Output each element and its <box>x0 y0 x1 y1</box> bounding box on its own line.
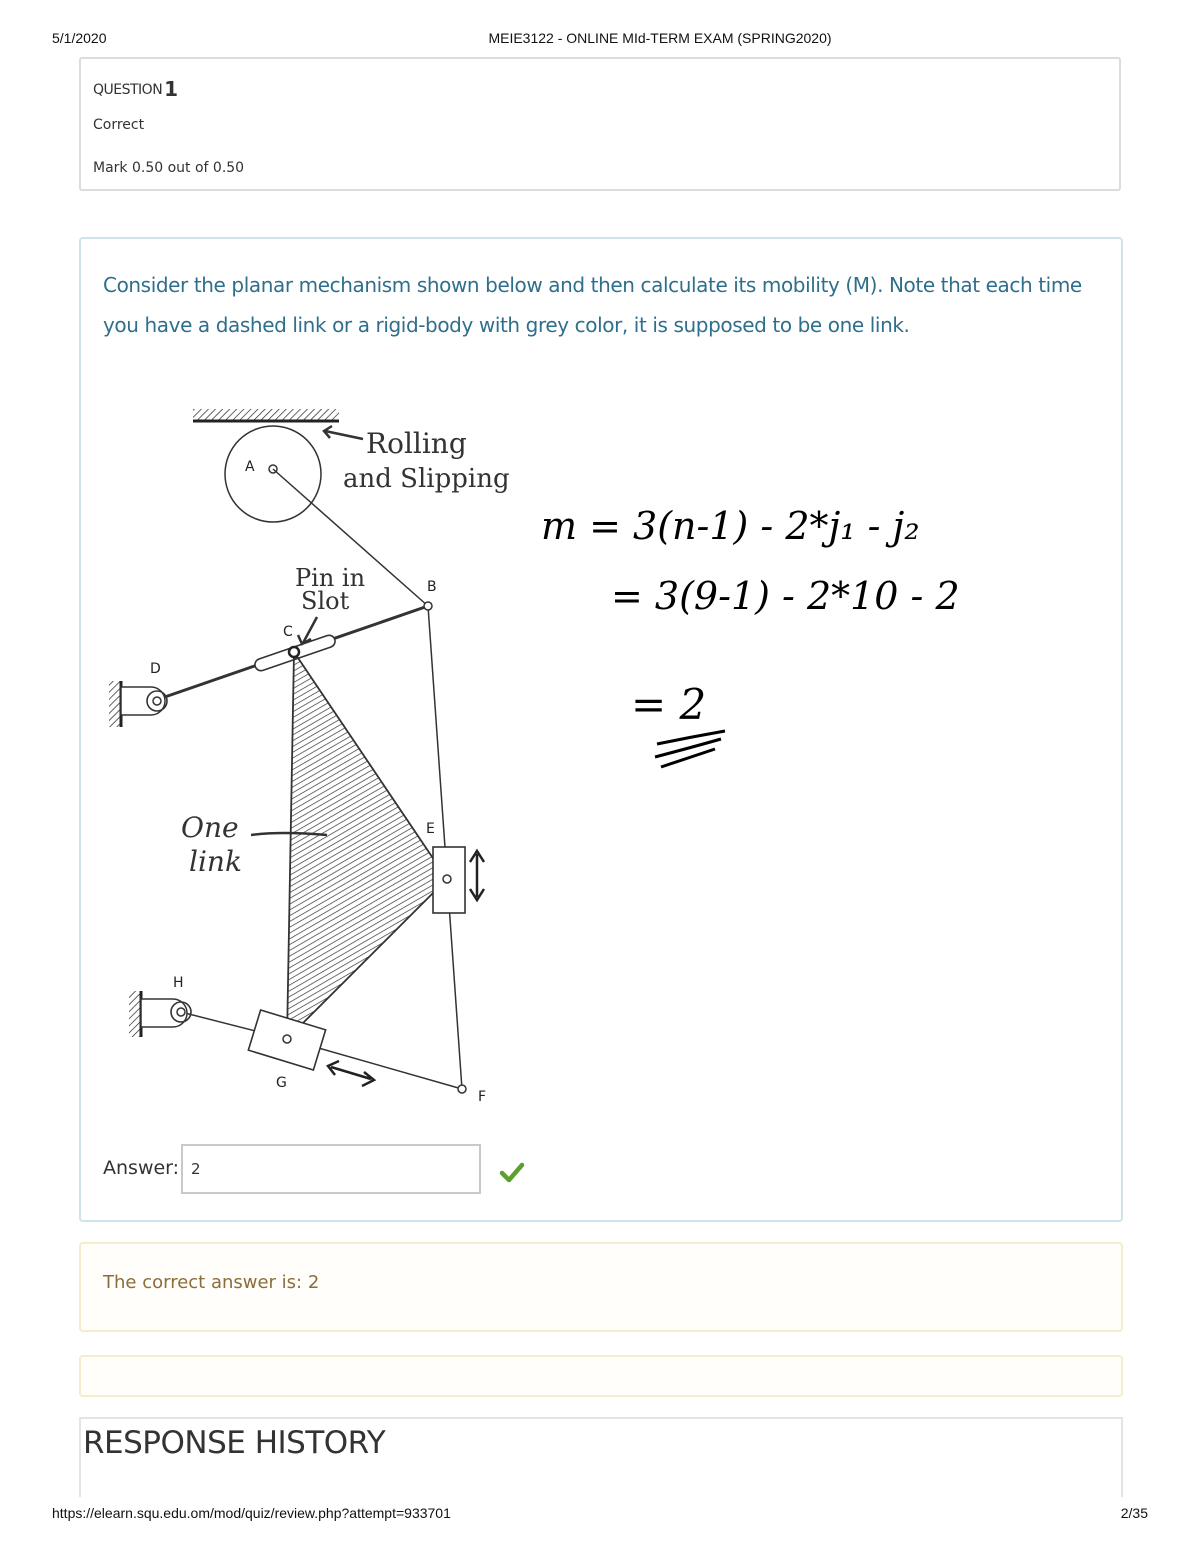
question-info-box <box>79 57 1121 191</box>
question-label: QUESTION <box>93 82 163 98</box>
joint-d <box>153 697 161 705</box>
pin-label-2: Slot <box>301 587 350 615</box>
ground-hatch-d <box>109 681 121 727</box>
label-g: G <box>276 1075 287 1091</box>
question-text: Consider the planar mechanism shown below and then calculate its mobility (M). Note that each time you have a dashed link or a rigid-body with grey color, it is supposed to be one link. <box>103 273 1082 337</box>
answer-input[interactable]: 2 <box>181 1144 481 1194</box>
check-icon <box>499 1161 525 1183</box>
question-grade: Mark 0.50 out of 0.50 <box>93 160 245 176</box>
answer-label: Answer: <box>103 1157 180 1179</box>
joint-c <box>289 647 299 657</box>
wheel-a <box>225 426 321 522</box>
ground-hatch-h <box>129 991 141 1037</box>
print-header <box>0 30 1200 50</box>
response-history-box <box>79 1417 1123 1497</box>
mechanism-diagram <box>81 239 1125 1139</box>
print-footer <box>0 1505 1200 1525</box>
arrow-g <box>328 1061 374 1086</box>
question-number <box>93 77 178 101</box>
general-feedback-box <box>79 1355 1123 1397</box>
label-c: C <box>283 624 293 640</box>
ground-hatch-top <box>193 409 339 421</box>
response-history-title: RESPONSE HISTORY <box>83 1425 386 1461</box>
joint-b <box>424 602 432 610</box>
triangle-link <box>287 652 447 1039</box>
joint-g <box>283 1035 291 1043</box>
label-h: H <box>173 975 184 991</box>
one-link-pointer <box>251 833 327 835</box>
solution-line-1: m = 3(n-1) - 2*j₁ - j₂ <box>541 504 920 548</box>
print-url: https://elearn.squ.edu.om/mod/quiz/review.php?attempt=933701 <box>52 1505 451 1521</box>
question-state: Correct <box>93 117 145 133</box>
feedback-box <box>79 1242 1123 1332</box>
pin-label-1: Pin in <box>295 564 366 592</box>
double-underline <box>655 731 725 767</box>
joint-f <box>458 1085 466 1093</box>
rolling-label-1: Rolling <box>366 427 467 460</box>
joint-e <box>443 875 451 883</box>
solution-line-3: = 2 <box>631 680 707 729</box>
label-b: B <box>427 579 437 595</box>
question-content-box <box>79 237 1123 1222</box>
one-link-label-1: One <box>181 811 239 844</box>
rolling-arrow <box>324 426 363 439</box>
solution-line-2: = 3(9-1) - 2*10 - 2 <box>611 574 960 618</box>
label-d: D <box>150 661 161 677</box>
print-page-number: 2/35 <box>1120 1505 1148 1521</box>
rolling-label-2: and Slipping <box>343 464 510 494</box>
label-a: A <box>245 459 255 475</box>
correct-answer-text: The correct answer is: 2 <box>103 1272 320 1293</box>
one-link-label-2: link <box>189 845 242 878</box>
label-f: F <box>478 1089 487 1105</box>
arrow-e <box>470 851 484 900</box>
print-page-title: MEIE3122 - ONLINE MId-TERM EXAM (SPRING2020) <box>488 30 832 46</box>
print-date: 5/1/2020 <box>52 30 107 46</box>
question-number-value: 1 <box>164 77 178 101</box>
joint-h <box>177 1008 185 1016</box>
label-e: E <box>426 821 435 837</box>
